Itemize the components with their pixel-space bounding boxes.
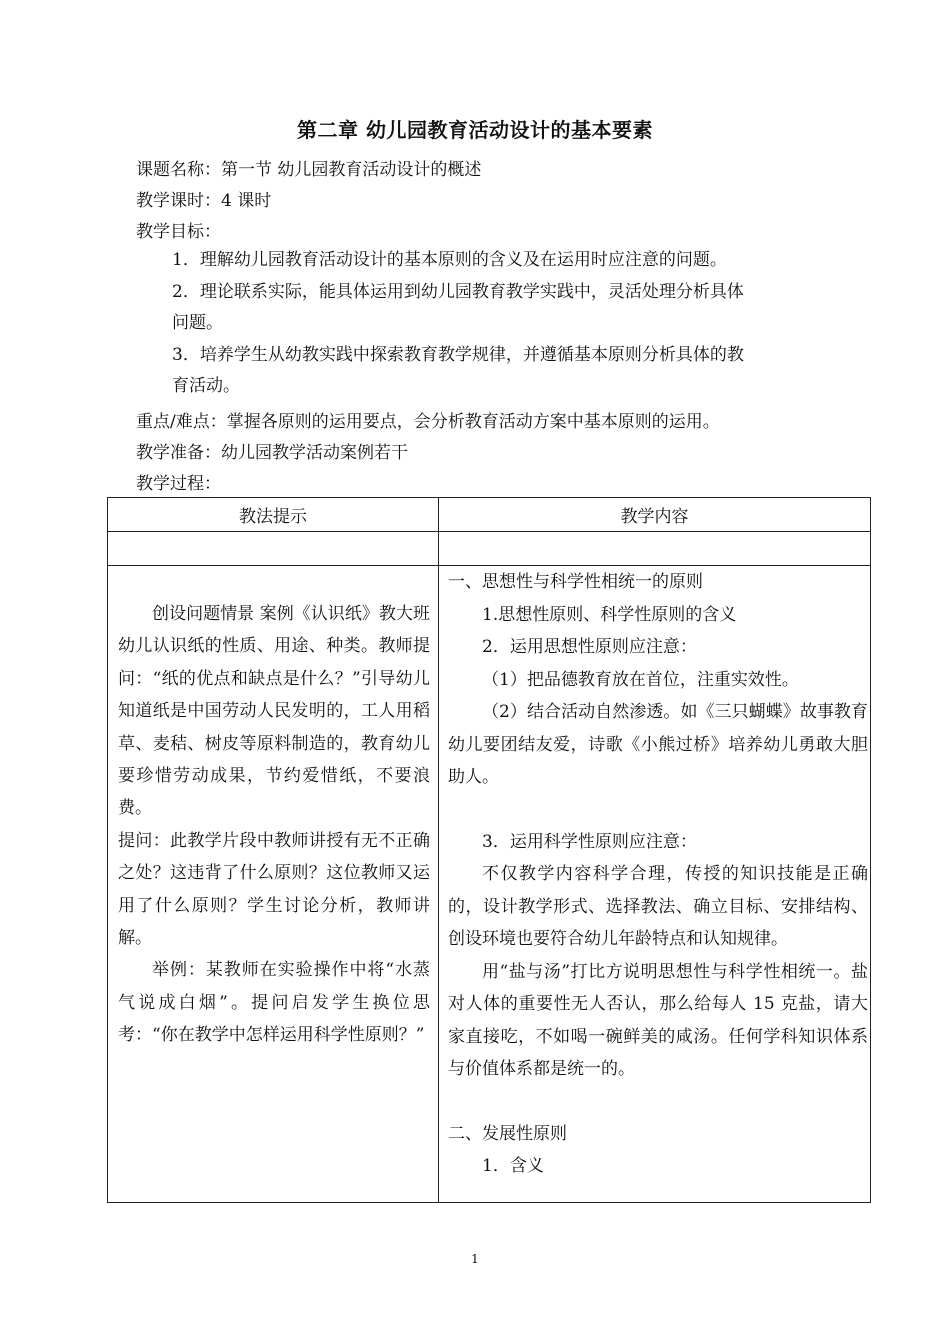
content-paragraph: 3．运用科学性原则应注意： (482, 831, 697, 852)
goal-line-continued: 问题。 (172, 313, 223, 333)
spacer (448, 1086, 868, 1118)
hint-paragraph: 提问：此教学片段中教师讲授有无不正确之处？这违背了什么原则？这位教师又运用了什么原则？学生讨论分析，教师讲解。 (118, 830, 430, 949)
content-heading: 一、思想性与科学性相统一的原则 (448, 572, 703, 592)
teaching-preparation: 教学准备：幼儿园教学活动案例若干 (136, 443, 408, 463)
content-paragraph: 1．含义 (482, 1156, 544, 1176)
table-header-row (108, 498, 871, 532)
content-paragraph: 2．运用思想性原则应注意： (482, 637, 697, 657)
header-teaching-content: 教学内容 (439, 498, 871, 532)
hint-paragraph: 举例：某教师在实验操作中将“水蒸气说成白烟”。提问启发学生换位思考：“你在教学中怎样运用科学性原则？” (118, 960, 430, 1046)
header-method-hints: 教法提示 (108, 498, 439, 532)
teaching-process-table (107, 497, 871, 1203)
chapter-title: 第二章 幼儿园教育活动设计的基本要素 (297, 118, 653, 142)
teaching-content-cell (439, 566, 871, 1203)
content-paragraph: 不仅教学内容科学合理，传授的知识技能是正确的，设计教学形式、选择教法、确立目标、安排结构、创设环境也要符合幼儿年龄特点和认知规律。 (448, 864, 868, 949)
teaching-hours: 教学课时：4 课时 (136, 191, 272, 211)
goals-label: 教学目标： (136, 222, 221, 242)
key-points: 重点/难点：掌握各原则的运用要点，会分析教育活动方案中基本原则的运用。 (136, 412, 720, 432)
goal-line: 1．理解幼儿园教育活动设计的基本原则的含义及在运用时应注意的问题。 (172, 250, 727, 270)
empty-cell (439, 532, 871, 566)
goal-item (172, 340, 822, 402)
content-paragraph: 1.思想性原则、科学性原则的含义 (482, 604, 737, 625)
spacer (448, 794, 868, 826)
goal-item (172, 277, 822, 339)
goal-item (172, 245, 822, 276)
content-heading: 二、发展性原则 (448, 1123, 567, 1144)
course-name: 课题名称：第一节 幼儿园教育活动设计的概述 (136, 160, 482, 180)
content-paragraph: （1）把品德教育放在首位，注重实效性。 (482, 669, 799, 690)
process-label: 教学过程： (136, 474, 221, 494)
method-hints-cell (108, 566, 439, 1203)
page-number: 1 (471, 1252, 479, 1266)
goal-line-continued: 育活动。 (172, 376, 240, 396)
table-row (108, 566, 871, 1203)
goal-line: 3．培养学生从幼教实践中探索教育教学规律，并遵循基本原则分析具体的教 (172, 345, 744, 365)
empty-cell (108, 532, 439, 566)
hint-paragraph: 创设问题情景 案例《认识纸》教大班幼儿认识纸的性质、用途、种类。教师提问：“纸的优点和缺点是什么？”引导幼儿知道纸是中国劳动人民发明的，工人用稻草、麦秸、树皮等原料制造的，教育幼儿要珍惜劳动成果，节约爱惜纸，不要浪费。 (118, 604, 430, 819)
table-empty-row (108, 532, 871, 566)
goal-line: 2．理论联系实际，能具体运用到幼儿园教育教学实践中，灵活处理分析具体 (172, 282, 744, 302)
content-paragraph: 用“盐与汤”打比方说明思想性与科学性相统一。盐对人体的重要性无人否认，那么给每人 15 克盐，请大家直接吃，不如喝一碗鲜美的咸汤。任何学科知识体系与价值体系都是统一的。 (448, 961, 868, 1079)
content-paragraph: （2）结合活动自然渗透。如《三只蝴蝶》故事教育幼儿要团结友爱，诗歌《小熊过桥》培养幼儿勇敢大胆助人。 (448, 702, 868, 787)
